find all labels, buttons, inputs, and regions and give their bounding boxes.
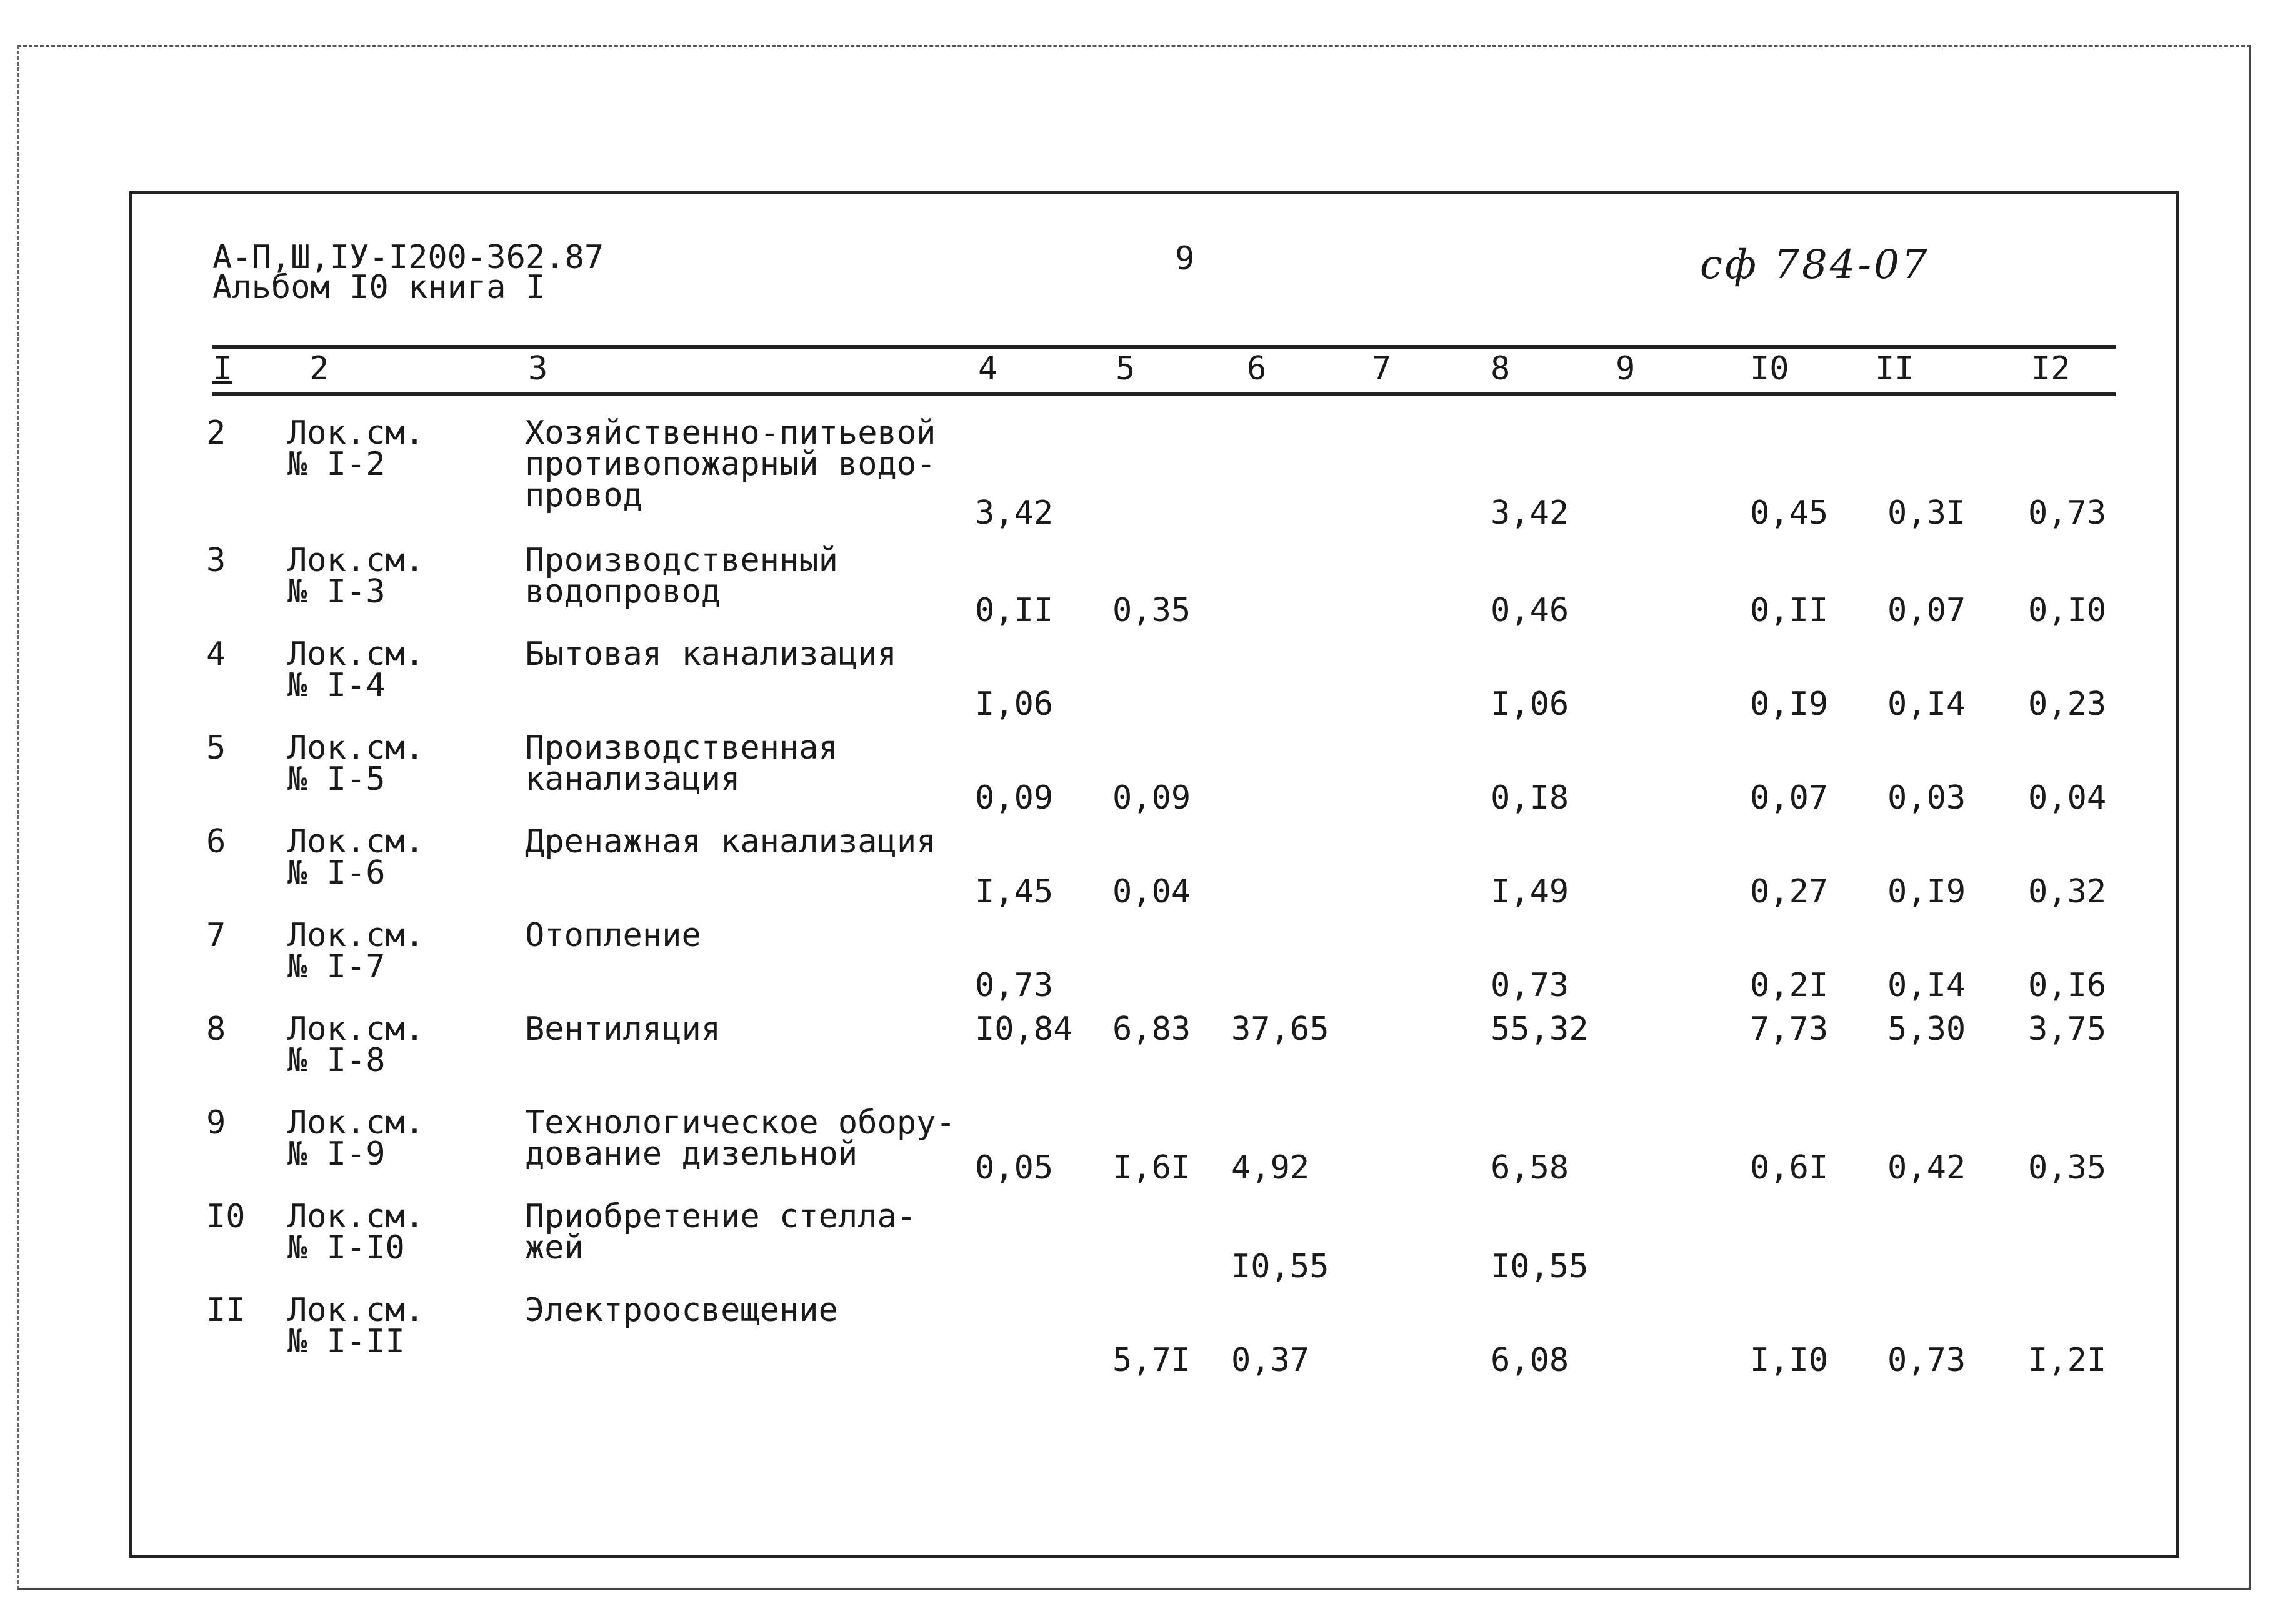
row-number: 4 xyxy=(206,635,226,673)
value-cell: 5,7I xyxy=(1112,1342,1191,1379)
work-name: Хозяйственно-питьевой противопожарный водо- провод xyxy=(525,414,936,514)
value-cell: I,49 xyxy=(1491,873,1569,910)
row-number: 7 xyxy=(206,917,226,954)
page-number: 9 xyxy=(1175,240,1195,277)
column-header: 6 xyxy=(1247,350,1267,387)
column-header: 9 xyxy=(1616,350,1636,387)
value-cell: 0,73 xyxy=(1887,1342,1966,1379)
estimate-reference: Лок.см. № I-II xyxy=(287,1292,425,1360)
value-cell: 7,73 xyxy=(1750,1010,1829,1048)
value-cell: 0,I9 xyxy=(1887,873,1966,910)
value-cell: 0,I4 xyxy=(1887,685,1966,723)
value-cell: 3,75 xyxy=(2028,1010,2107,1048)
value-cell: 0,07 xyxy=(1887,592,1966,629)
document-code: А-П,Ш,IУ-I200-362.87 xyxy=(212,239,604,276)
value-cell: 0,27 xyxy=(1750,873,1829,910)
row-number: 6 xyxy=(206,823,226,860)
handwritten-note: сф 784-07 xyxy=(1700,242,1930,288)
column-header: 5 xyxy=(1116,350,1136,387)
work-name: Технологическое обору- дование дизельной xyxy=(525,1104,956,1173)
value-cell: 0,3I xyxy=(1887,494,1966,532)
value-cell: I,06 xyxy=(1491,685,1569,723)
estimate-reference: Лок.см. № I-8 xyxy=(287,1010,425,1079)
column-header: 8 xyxy=(1491,350,1511,387)
value-cell: 5,30 xyxy=(1887,1010,1966,1048)
row-number: I0 xyxy=(206,1198,246,1235)
value-cell: 0,2I xyxy=(1750,967,1829,1004)
album-label: Альбом I0 книга I xyxy=(212,269,546,306)
value-cell: 0,I0 xyxy=(2028,592,2107,629)
value-cell: I,45 xyxy=(975,873,1054,910)
value-cell: 0,45 xyxy=(1750,494,1829,532)
value-cell: 0,II xyxy=(975,592,1054,629)
row-number: 5 xyxy=(206,729,226,767)
work-name: Дренажная канализация xyxy=(525,823,936,860)
table-header-top-rule xyxy=(212,345,2116,349)
value-cell: 6,58 xyxy=(1491,1149,1569,1187)
column-header: I2 xyxy=(2031,350,2071,387)
estimate-reference: Лок.см. № I-3 xyxy=(287,542,425,610)
value-cell: 0,I4 xyxy=(1887,967,1966,1004)
value-cell: 0,04 xyxy=(1112,873,1191,910)
work-name: Приобретение стелла- жей xyxy=(525,1198,917,1267)
estimate-reference: Лок.см. № I-4 xyxy=(287,635,425,704)
work-name: Производственная канализация xyxy=(525,729,838,798)
value-cell: 3,42 xyxy=(1491,494,1569,532)
value-cell: 0,II xyxy=(1750,592,1829,629)
value-cell: 0,35 xyxy=(1112,592,1191,629)
value-cell: 6,08 xyxy=(1491,1342,1569,1379)
column-header: 7 xyxy=(1372,350,1392,387)
value-cell: 0,73 xyxy=(1491,967,1569,1004)
value-cell: 4,92 xyxy=(1231,1149,1310,1187)
estimate-reference: Лок.см. № I-2 xyxy=(287,414,425,483)
value-cell: 0,07 xyxy=(1750,779,1829,817)
value-cell: 0,I9 xyxy=(1750,685,1829,723)
value-cell: I,6I xyxy=(1112,1149,1191,1187)
estimate-reference: Лок.см. № I-6 xyxy=(287,823,425,892)
value-cell: I0,55 xyxy=(1491,1248,1589,1285)
work-name: Вентиляция xyxy=(525,1010,721,1048)
work-name: Бытовая канализация xyxy=(525,635,897,673)
value-cell: I,06 xyxy=(975,685,1054,723)
value-cell: 0,37 xyxy=(1231,1342,1310,1379)
value-cell: 0,32 xyxy=(2028,873,2107,910)
estimate-reference: Лок.см. № I-I0 xyxy=(287,1198,425,1267)
table-header-bottom-rule xyxy=(212,392,2116,396)
row-number: II xyxy=(206,1292,246,1329)
value-cell: 0,73 xyxy=(2028,494,2107,532)
column-header: 2 xyxy=(309,350,329,387)
value-cell: 0,I6 xyxy=(2028,967,2107,1004)
value-cell: 0,35 xyxy=(2028,1149,2107,1187)
row-number: 2 xyxy=(206,414,226,452)
value-cell: I0,84 xyxy=(975,1010,1073,1048)
value-cell: I0,55 xyxy=(1231,1248,1329,1285)
value-cell: 0,09 xyxy=(975,779,1054,817)
value-cell: 0,03 xyxy=(1887,779,1966,817)
estimate-reference: Лок.см. № I-9 xyxy=(287,1104,425,1173)
column-header: I xyxy=(212,350,232,387)
value-cell: 0,04 xyxy=(2028,779,2107,817)
value-cell: 55,32 xyxy=(1491,1010,1589,1048)
value-cell: 0,73 xyxy=(975,967,1054,1004)
value-cell: 0,6I xyxy=(1750,1149,1829,1187)
estimate-reference: Лок.см. № I-7 xyxy=(287,917,425,985)
value-cell: 0,46 xyxy=(1491,592,1569,629)
row-number: 8 xyxy=(206,1010,226,1048)
work-name: Электроосвещение xyxy=(525,1292,838,1329)
work-name: Отопление xyxy=(525,917,701,954)
value-cell: 3,42 xyxy=(975,494,1054,532)
column-header: I0 xyxy=(1750,350,1789,387)
row-number: 9 xyxy=(206,1104,226,1142)
value-cell: 0,I8 xyxy=(1491,779,1569,817)
value-cell: 0,23 xyxy=(2028,685,2107,723)
value-cell: I,2I xyxy=(2028,1342,2107,1379)
value-cell: 0,05 xyxy=(975,1149,1054,1187)
value-cell: 0,42 xyxy=(1887,1149,1966,1187)
value-cell: 37,65 xyxy=(1231,1010,1329,1048)
value-cell: 0,09 xyxy=(1112,779,1191,817)
row-number: 3 xyxy=(206,542,226,579)
value-cell: 6,83 xyxy=(1112,1010,1191,1048)
column-header: 3 xyxy=(528,350,548,387)
work-name: Производственный водопровод xyxy=(525,542,838,610)
estimate-reference: Лок.см. № I-5 xyxy=(287,729,425,798)
column-header: II xyxy=(1875,350,1914,387)
column-header: 4 xyxy=(978,350,998,387)
value-cell: I,I0 xyxy=(1750,1342,1829,1379)
